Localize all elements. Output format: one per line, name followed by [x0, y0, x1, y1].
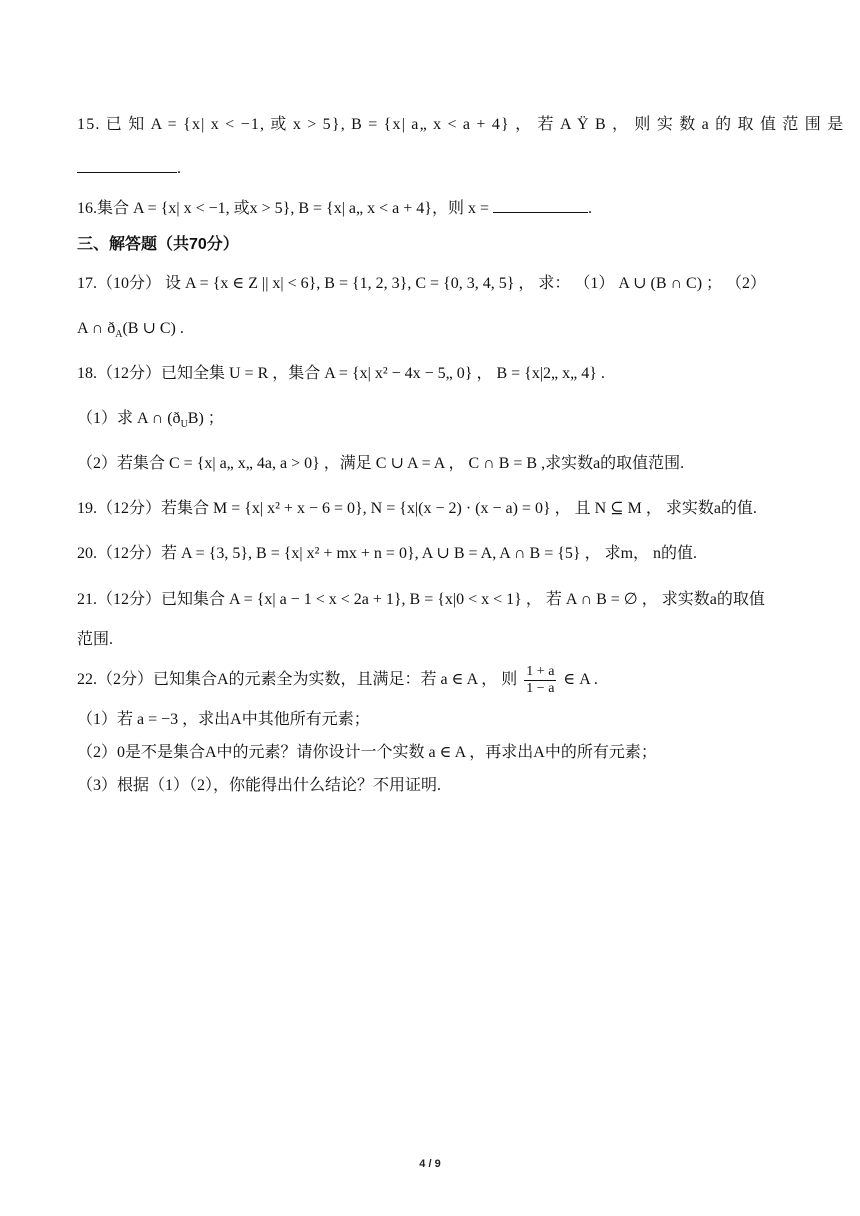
section-heading: 三、解答题（共70分） [77, 236, 239, 253]
problem-21-line-2: 范围. [77, 631, 114, 648]
problem-21-line-1: 21.（12分）已知集合 A = {x| a − 1 < x < 2a + 1}, B = {x|0 < x < 1} ， 若 A ∩ B = ∅ ， 求实数a的取值 [77, 591, 765, 608]
problem-19: 19.（12分）若集合 M = {x| x² + x − 6 = 0}, N = {x|(x − 2) · (x − a) = 0} ， 且 N ⊆ M ， 求实数a的值. [77, 500, 757, 517]
problem-17-line-1: 17.（10分） 设 A = {x ∈ Z || x| < 6}, B = {1, 2, 3}, C = {0, 3, 4, 5} ， 求： （1） A ∪ (B ∩ C) ； （2） [77, 275, 767, 292]
problem-22-part-1: （1）若 a = −3 ，求出A中其他所有元素； [77, 711, 370, 728]
page-number: 4 / 9 [419, 1158, 441, 1170]
problem-16: 16.集合 A = {x| x < −1, 或x > 5}, B = {x| a„ x < a + 4}，则 x = . [77, 200, 592, 217]
answer-blank[interactable] [77, 158, 177, 173]
problem-15-line-1: 15. 已 知 A = {x| x < −1, 或 x > 5}, B = {x| a„ x < a + 4} ， 若 A Ÿ B ， 则 实 数 a 的 取 值 范 围 是 [77, 116, 845, 133]
problem-20: 20.（12分）若 A = {3, 5}, B = {x| x² + mx + n = 0}, A ∪ B = A, A ∩ B = {5} ， 求m， n的值. [77, 545, 698, 562]
problem-18-stem: 18.（12分）已知全集 U = R ，集合 A = {x| x² − 4x − 5„ 0} ， B = {x|2„ x„ 4} . [77, 365, 605, 382]
problem-22-part-3: （3）根据（1）（2），你能得出什么结论？不用证明. [77, 777, 442, 794]
problem-17-line-2: A ∩ $ð_A(B$ ∪ C) . [77, 320, 184, 341]
problem-18-part-2: （2）若集合 C = {x| a„ x„ 4a, a > 0} ，满足 C ∪ A = A ， C ∩ B = B ,求实数a的取值范围. [77, 455, 685, 472]
fraction: $\frac{1 + a}{1 - a}$ [526, 663, 555, 696]
problem-22-stem: 22.（2分）已知集合A的元素全为实数，且满足：若 a ∈ A ， 则 $\frac{1 + a}{1 - a}$ ∈ A . [77, 663, 598, 696]
answer-blank[interactable] [493, 198, 588, 213]
problem-22-part-2: （2）0是不是集合A中的元素？请你设计一个实数 a ∈ A ，再求出A中的所有元素； [77, 744, 657, 761]
problem-15-line-2: . [77, 158, 181, 180]
problem-18-part-1: （1）求 A ∩ $(ð_UB)$ ； [77, 410, 224, 431]
